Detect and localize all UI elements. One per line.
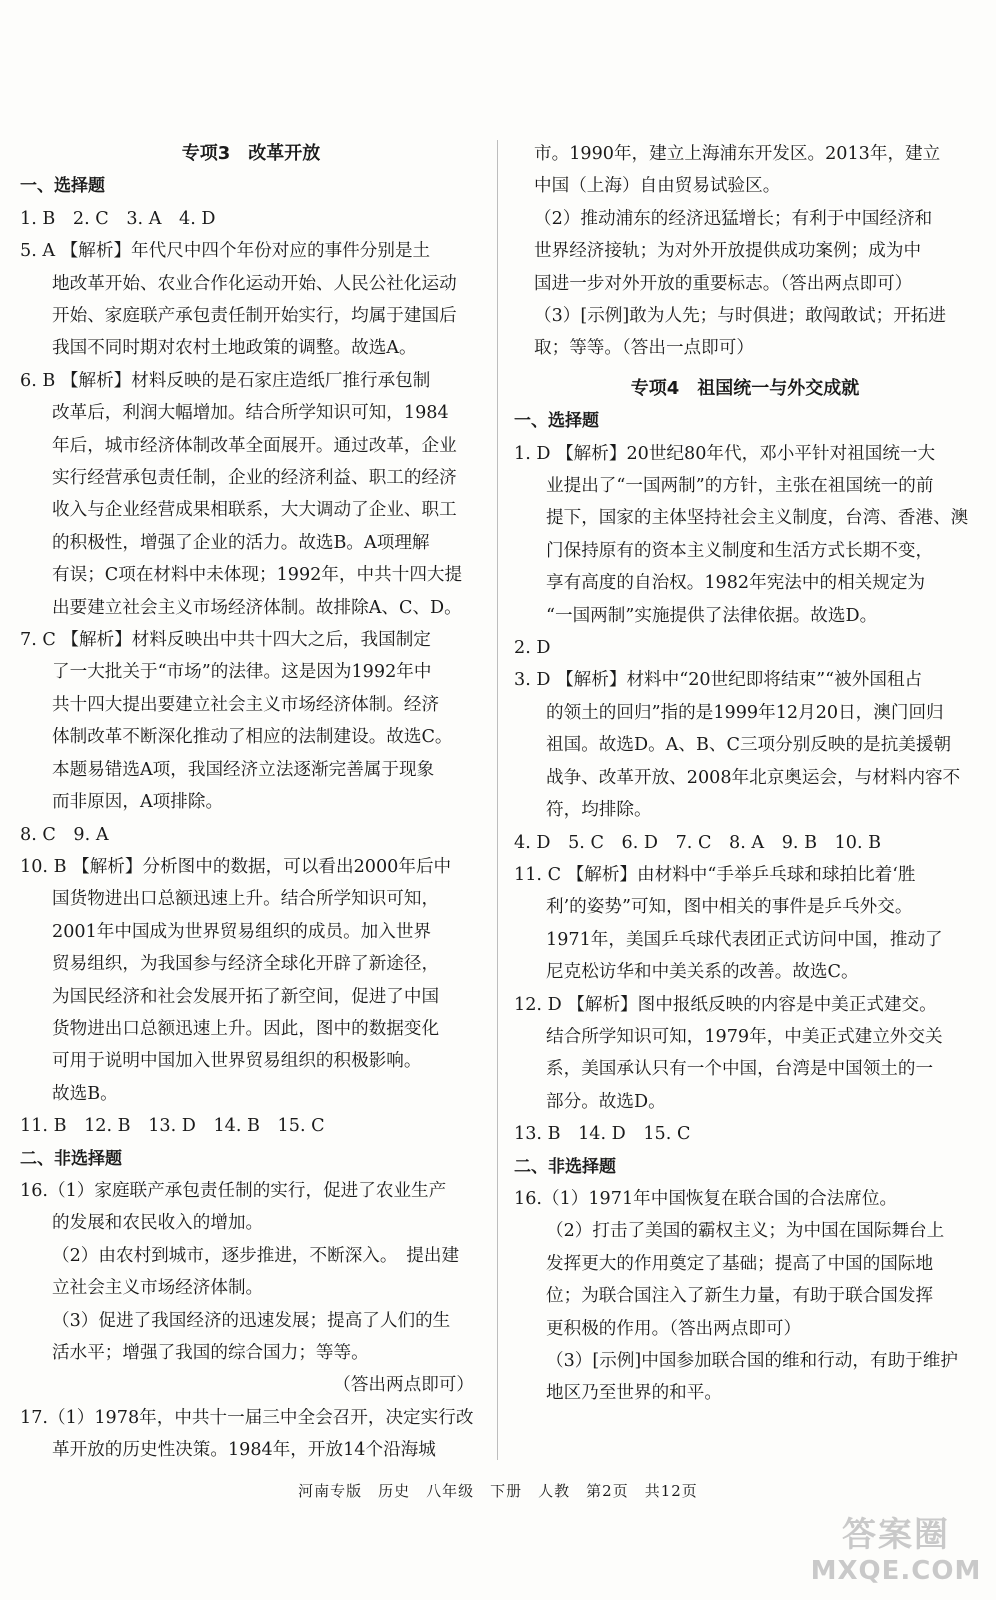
answer-line: 尼克松访华和中美关系的改善。故选C。: [546, 962, 859, 983]
answer-line: 体制改革不断深化推动了相应的法制建设。故选C。: [52, 727, 453, 748]
answer-line: 7. C 【解析】材料反映出中共十四大之后，我国制定: [20, 630, 431, 651]
answer-line: 活水平；增强了我国的综合国力；等等。: [52, 1342, 369, 1363]
answer-line: （2）打击了美国的霸权主义；为中国在国际舞台上: [546, 1221, 945, 1242]
answer-line: 17.（1）1978年，中共十一届三中全会召开，决定实行改: [20, 1407, 474, 1428]
watermark-logo-text: 答案圈: [842, 1515, 950, 1555]
answer-line: 13. B 14. D 15. C: [514, 1124, 691, 1145]
answer-line: 国进一步对外开放的重要标志。（答出两点即可）: [534, 273, 913, 294]
answer-line: 立社会主义市场经济体制。: [52, 1278, 264, 1299]
answer-line: 12. D 【解析】图中报纸反映的内容是中美正式建交。: [514, 994, 937, 1015]
answer-line: （答出两点即可）: [333, 1375, 474, 1396]
answer-line: 5. A 【解析】年代尺中四个年份对应的事件分别是土: [20, 241, 431, 262]
answer-line: 符，均排除。: [546, 800, 652, 821]
right-answer-lines: [514, 405, 976, 1410]
answer-line: 16.（1）1971年中国恢复在联合国的合法席位。: [514, 1188, 898, 1209]
answer-line: 改革后，利润大幅增加。结合所学知识可知，1984: [52, 403, 449, 424]
answer-line: 11. B 12. B 13. D 14. B 15. C: [20, 1116, 325, 1137]
answer-line: 贸易组织，为我国参与经济全球化开辟了新途径，: [52, 954, 440, 975]
spacer: [514, 365, 976, 373]
answer-line: 为国民经济和社会发展开拓了新空间，促进了中国: [52, 986, 440, 1007]
answer-line: 1. B 2. C 3. A 4. D: [20, 208, 216, 229]
answer-line: 革开放的历史性决策。1984年，开放14个沿海城: [52, 1440, 436, 1461]
answer-line: 1. D 【解析】20世纪80年代，邓小平针对祖国统一大: [514, 443, 936, 464]
left-answer-lines: [20, 170, 482, 1466]
answer-line: （2）由农村到城市，逐步推进，不断深入。 提出建: [52, 1245, 460, 1266]
section-heading: 一、选择题: [514, 411, 599, 432]
answer-line: 祖国。故选D。A、B、C三项分别反映的是抗美援朝: [546, 735, 952, 756]
answer-line: 位；为联合国注入了新生力量，有助于联合国发挥: [546, 1286, 934, 1307]
section-heading: 二、非选择题: [20, 1148, 122, 1169]
answer-line: 的积极性，增强了企业的活力。故选B。A项理解: [52, 532, 430, 553]
answer-line: 可用于说明中国加入世界贸易组织的积极影响。: [52, 1051, 422, 1072]
section-title-4: 专项4 祖国统一与外交成就: [630, 377, 860, 399]
answer-line: （2）推动浦东的经济迅猛增长；有利于中国经济和: [534, 208, 933, 229]
answer-line: 我国不同时期对农村土地政策的调整。故选A。: [52, 338, 417, 359]
answer-line: 市。1990年，建立上海浦东开发区。2013年，建立: [534, 144, 941, 164]
answer-line: 8. C 9. A: [20, 824, 109, 845]
answer-line: 开始、家庭联产承包责任制开始实行，均属于建国后: [52, 306, 457, 326]
answer-line: 11. C 【解析】由材料中“手举乒乓球和球拍比着‘胜: [514, 864, 916, 885]
answer-line: 部分。故选D。: [546, 1091, 666, 1112]
answer-line: 本题易错选A项，我国经济立法逐渐完善属于现象: [52, 759, 435, 780]
left-column: [20, 138, 482, 1467]
answer-line: 共十四大提出要建立社会主义市场经济体制。经济: [52, 694, 440, 715]
site-watermark: [806, 1515, 986, 1595]
answer-line: 故选B。: [52, 1083, 118, 1104]
answer-line: 地区乃至世界的和平。: [546, 1383, 722, 1404]
answer-line: 地改革开始、农业合作化运动开始、人民公社化运动: [52, 273, 457, 294]
section-title-3: 专项3 改革开放: [181, 143, 321, 164]
right-continued-lines: [514, 138, 976, 365]
answer-line: 1971年，美国乒乓球代表团正式访问中国，推动了: [546, 929, 943, 950]
answer-line: （3）促进了我国经济的迅速发展；提高了人们的生: [52, 1310, 451, 1331]
answer-line: 收入与企业经营成果相联系，大大调动了企业、职工: [52, 500, 457, 521]
answer-line: 更积极的作用。（答出两点即可）: [546, 1318, 802, 1339]
answer-line: 的发展和农民收入的增加。: [52, 1213, 264, 1234]
section-heading: 一、选择题: [20, 176, 105, 197]
answer-line: 2. D: [514, 638, 551, 659]
answer-line: 16.（1）家庭联产承包责任制的实行，促进了农业生产: [20, 1180, 447, 1201]
answer-line: 实行经营承包责任制，企业的经济利益、职工的经济: [52, 468, 457, 489]
answer-line: 门保持原有的资本主义制度和生活方式长期不变，: [546, 540, 934, 561]
watermark-url: MXQE.COM: [810, 1556, 982, 1586]
answer-line: 年后，城市经济体制改革全面展开。通过改革，企业: [52, 435, 457, 456]
answer-line: 有误；C项在材料中未体现；1992年，中共十四大提: [52, 565, 463, 586]
answer-line: 取；等等。（答出一点即可）: [534, 338, 754, 359]
answer-line: （3）[示例]敢为人先；与时俱进；敢闯敢试；开拓进: [534, 306, 946, 327]
answer-line: 的领土的回归”指的是1999年12月20日，澳门回归: [546, 702, 944, 723]
answer-line: 出要建立社会主义市场经济体制。故排除A、C、D。: [52, 597, 462, 618]
answer-line: 货物进出口总额迅速上升。因此，图中的数据变化: [52, 1018, 440, 1039]
answer-line: 而非原因，A项排除。: [52, 792, 224, 813]
answer-line: 提下，国家的主体坚持社会主义制度，台湾、香港、澳: [546, 508, 969, 529]
answer-line: 国货物进出口总额迅速上升。结合所学知识可知，: [52, 889, 440, 910]
page-footer: 河南专版 历史 八年级 下册 人教 第2页 共12页: [298, 1482, 698, 1500]
answer-line: 4. D 5. C 6. D 7. C 8. A 9. B 10. B: [514, 832, 882, 853]
answer-line: （3）[示例]中国参加联合国的维和行动，有助于维护: [546, 1350, 958, 1371]
answer-line: 享有高度的自治权。1982年宪法中的相关规定为: [546, 573, 926, 594]
answer-line: “一国两制”实施提供了法律依据。故选D。: [546, 605, 878, 626]
answer-line: 6. B 【解析】材料反映的是石家庄造纸厂推行承包制: [20, 370, 431, 391]
answer-line: 发挥更大的作用奠定了基础；提高了中国的国际地: [546, 1253, 934, 1274]
answer-line: 中国（上海）自由贸易试验区。: [534, 176, 781, 197]
answer-line: 世界经济接轨；为对外开放提供成功案例；成为中: [534, 241, 922, 262]
answer-line: 3. D 【解析】材料中“20世纪即将结束”“被外国租占: [514, 670, 923, 691]
answer-line: 10. B 【解析】分析图中的数据，可以看出2000年后中: [20, 856, 452, 877]
answer-line: 战争、改革开放、2008年北京奥运会，与材料内容不: [546, 767, 961, 788]
answer-line: 结合所学知识可知，1979年，中美正式建立外交关: [546, 1026, 943, 1047]
answer-line: 2001年中国成为世界贸易组织的成员。加入世界: [52, 921, 432, 942]
column-divider: [497, 140, 498, 1460]
section-heading: 二、非选择题: [514, 1156, 616, 1177]
answer-line: 系，美国承认只有一个中国，台湾是中国领土的一: [546, 1059, 934, 1080]
answer-line: 利’的姿势”可知，图中相关的事件是乒乓外交。: [546, 897, 913, 918]
right-column: [514, 138, 976, 1410]
answer-line: 业提出了“一国两制”的方针，主张在祖国统一的前: [546, 476, 934, 497]
answer-line: 了一大批关于“市场”的法律。这是因为1992年中: [52, 662, 432, 683]
